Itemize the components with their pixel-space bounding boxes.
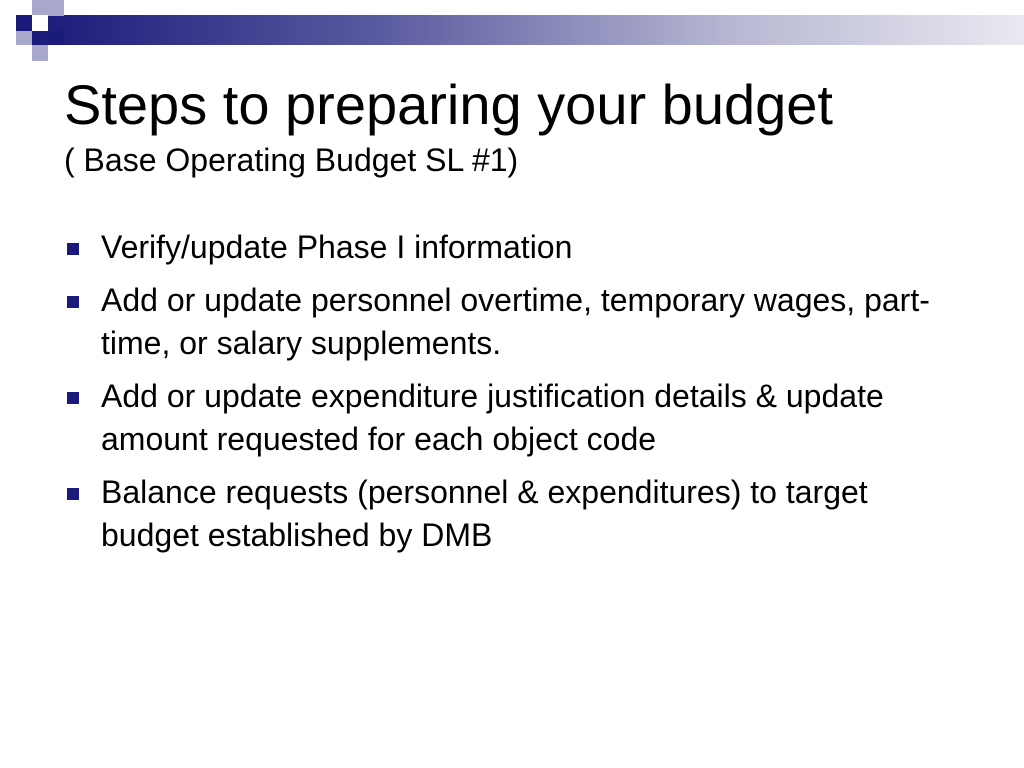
slide-subtitle: ( Base Operating Budget SL #1)	[64, 142, 519, 178]
title-block	[64, 70, 964, 180]
bullet-list	[64, 226, 964, 567]
bullet-item	[64, 471, 964, 557]
bullet-text: Add or update personnel overtime, temporary wages, part-time, or salary supplements.	[101, 282, 930, 361]
bullet-text: Verify/update Phase I information	[101, 229, 573, 265]
bullet-item	[64, 226, 964, 269]
header-square-lavender-3	[16, 31, 32, 45]
bullet-text: Add or update expenditure justification details & update amount requested for each object code	[101, 378, 884, 457]
bullet-text: Balance requests (personnel & expenditures) to target budget established by DMB	[101, 474, 868, 553]
bullet-item	[64, 375, 964, 461]
square-bullet-icon	[67, 243, 79, 255]
square-bullet-icon	[67, 392, 79, 404]
header-gradient-band	[32, 15, 1024, 45]
header-square-white-1	[32, 15, 48, 31]
square-bullet-icon	[67, 296, 79, 308]
header-square-lavender-4	[32, 45, 48, 61]
header-square-lavender-1	[32, 0, 48, 16]
header-square-navy-2	[48, 31, 64, 45]
slide-title: Steps to preparing your budget	[64, 73, 833, 136]
bullet-item	[64, 279, 964, 365]
square-bullet-icon	[67, 488, 79, 500]
header-square-navy-1	[16, 15, 32, 31]
header-square-lavender-2	[48, 0, 64, 16]
